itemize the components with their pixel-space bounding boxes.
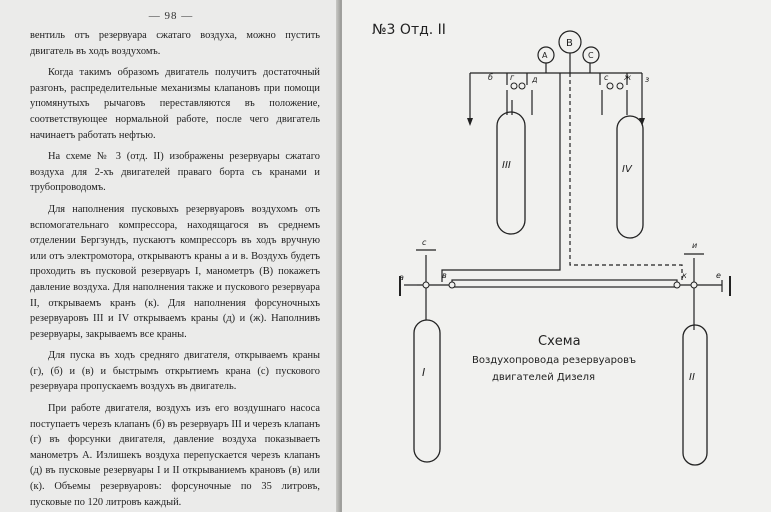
caption-title: Схема [538, 334, 581, 349]
valve-label: б [488, 73, 493, 82]
valve-label: и [692, 241, 698, 250]
valve-label: с [422, 238, 427, 247]
tank-label: I [422, 366, 426, 379]
valve-label: з [645, 75, 650, 84]
schematic-header: №3 Отд. II [372, 22, 446, 38]
valve-label: с [604, 73, 609, 82]
caption-line1: Воздухопровода резервуаровъ [472, 355, 637, 366]
valve-label: г [510, 73, 515, 82]
gauge-label: С [588, 51, 594, 60]
air-piping-schematic [342, 0, 771, 512]
valve-label: д [532, 75, 538, 84]
paragraph: На схеме № 3 (отд. II) изображены резервуары сжатаго воздуха для 2-хъ двигателей праваго борта съ кранами и трубопроводомъ. [30, 151, 320, 194]
caption-line2: двигателей Дизеля [492, 372, 596, 383]
paragraph: При работе двигателя, воздухъ изъ его воздушнаго насоса поступаетъ черезъ клапанъ (б) въ резервуаръ III и черезъ клапанъ (г) въ форсунки двигателя, давление воздуха показываетъ манометръ А. Излишекъ воздуха перепускается черезъ клапанъ (д) въ пусковые резервуары I и II открываниемъ крановъ (в) или (к). Объемы резервуаровъ: форсуночные по 35 литровъ, пусковые по 120 литровъ каждый. [30, 403, 320, 508]
tank-IV [617, 116, 643, 238]
paragraph: Для наполнения пусковыхъ резервуаровъ воздухомъ отъ вспомогательнаго компрессора, находящагося въ среднемъ отделении Бергзундъ, пускаютъ компрессоръ въ ходъ вручную или отъ электромотора, открываютъ краны а и в. Воздухъ будетъ проходить въ пусковой резервуаръ I, манометръ (В) покажетъ давление воздуха. Для наполнения также и пускового резервуара II, открываемъ кранъ (к). Для наполнения форсуночныхъ резервуаровъ III и IV открываемъ краны (д) и (ж). Наполнивъ резервуары, закрываемъ все краны. [30, 203, 320, 340]
page-number: — 98 — [148, 10, 194, 22]
paragraph: вентиль отъ резервуара сжатаго воздуха, можно пустить двигатель въ ходъ воздухомъ. [30, 30, 320, 57]
main-pipe [442, 73, 560, 282]
tank-label: IV [622, 164, 632, 175]
tank-III [497, 112, 525, 234]
valve-label: в [442, 271, 447, 280]
tank-label: III [502, 160, 511, 171]
tank-II [683, 325, 707, 465]
tank-label: II [689, 372, 695, 383]
paragraph: Для пуска въ ходъ средняго двигателя, открываемъ краны (г), (б) и (в) и быстрымъ открытиемъ крана (с) пускового резервуара пропускаемъ воздухъ въ двигатель. [30, 350, 320, 393]
left-page [0, 0, 342, 512]
gauge-label: В [566, 38, 573, 49]
paragraph: Когда такимъ образомъ двигатель получитъ достаточный разгонъ, распределительные механизмы клапановъ при помощи упомянутыхъ рычаговъ переставляются въ положение, соответствующее нормальной работе, после чего двигатель начинаетъ работать нефтью. [30, 67, 320, 141]
valve-label: к [682, 271, 687, 280]
valve-label: е [716, 271, 721, 280]
header-pipe [452, 280, 677, 287]
valve-label: а [399, 273, 404, 282]
valve-label: ж [624, 73, 632, 82]
body-text [30, 28, 320, 512]
tank-I [414, 320, 440, 462]
right-page [342, 0, 771, 512]
gauge-label: А [542, 51, 548, 60]
dashed-pipe [570, 73, 682, 283]
